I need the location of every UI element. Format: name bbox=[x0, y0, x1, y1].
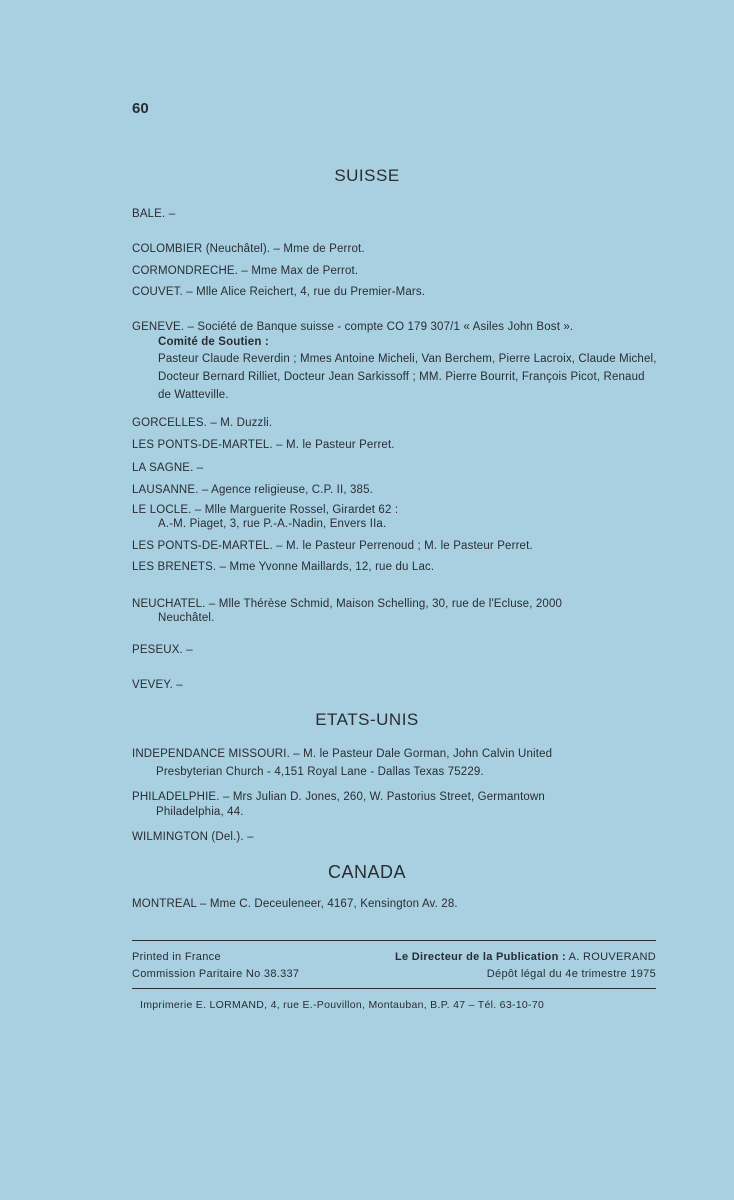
printed-in: Printed in France bbox=[132, 951, 221, 963]
entry-philadelphie: PHILADELPHIE. – Mrs Julian D. Jones, 260, W. Pastorius Street, Germantown bbox=[132, 791, 545, 803]
publication-director bbox=[395, 951, 656, 963]
entry-independance-cont: Presbyterian Church - 4,151 Royal Lane - Dallas Texas 75229. bbox=[156, 766, 484, 778]
entry-peseux: PESEUX. – bbox=[132, 644, 193, 656]
entry-neuchatel-cont: Neuchâtel. bbox=[158, 612, 215, 624]
section-title-canada: CANADA bbox=[327, 862, 406, 882]
entry-independance: INDEPENDANCE MISSOURI. – M. le Pasteur Dale Gorman, John Calvin United bbox=[132, 748, 553, 760]
director-label: Le Directeur de la Publication : bbox=[394, 951, 566, 963]
entry-philadelphie-cont: Philadelphia, 44. bbox=[156, 806, 244, 818]
section-title-etats-unis: ETATS-UNIS bbox=[315, 710, 419, 729]
footer-divider-bottom bbox=[132, 988, 656, 989]
entry-couvet: COUVET. – Mlle Alice Reichert, 4, rue du Premier-Mars. bbox=[132, 286, 426, 298]
entry-wilmington: WILMINGTON (Del.). – bbox=[132, 831, 254, 843]
section-title-suisse: SUISSE bbox=[334, 166, 400, 185]
entry-bale: BALE. – bbox=[132, 208, 176, 220]
entry-les-brenets: LES BRENETS. – Mme Yvonne Maillards, 12, rue du Lac. bbox=[132, 561, 435, 573]
entry-vevey: VEVEY. – bbox=[132, 679, 183, 691]
entry-ponts-de-martel-2: LES PONTS-DE-MARTEL. – M. le Pasteur Perrenoud ; M. le Pasteur Perret. bbox=[132, 540, 533, 552]
entry-colombier: COLOMBIER (Neuchâtel). – Mme de Perrot. bbox=[132, 243, 365, 255]
footer-divider-top bbox=[132, 940, 656, 941]
imprimerie: Imprimerie E. LORMAND, 4, rue E.-Pouvillon, Montauban, B.P. 47 – Tél. 63-10-70 bbox=[140, 999, 545, 1011]
page-number: 60 bbox=[132, 100, 149, 117]
comite-label: Comité de Soutien : bbox=[158, 336, 269, 348]
entry-le-locle: LE LOCLE. – Mlle Marguerite Rossel, Girardet 62 : bbox=[132, 504, 399, 516]
entry-neuchatel: NEUCHATEL. – Mlle Thérèse Schmid, Maison Schelling, 30, rue de l'Ecluse, 2000 bbox=[132, 598, 563, 610]
entry-gorcelles: GORCELLES. – M. Duzzli. bbox=[132, 417, 273, 429]
footer-row-2 bbox=[132, 968, 656, 980]
comite-members: Pasteur Claude Reverdin ; Mmes Antoine Micheli, Van Berchem, Pierre Lacroix, Claude Michel, Docteur Bernard Rilliet, Docteur Jean Sarkissoff ; MM. Pierre Bourrit, François Picot, Renaud de Watteville. bbox=[158, 353, 657, 401]
director-name: A. ROUVERAND bbox=[568, 951, 656, 963]
entry-ponts-de-martel-1: LES PONTS-DE-MARTEL. – M. le Pasteur Perret. bbox=[132, 439, 395, 451]
footer-row-3 bbox=[140, 999, 664, 1011]
entry-cormondreche: CORMONDRECHE. – Mme Max de Perrot. bbox=[132, 265, 359, 277]
commission-paritaire: Commission Paritaire No 38.337 bbox=[132, 968, 300, 980]
depot-legal: Dépôt légal du 4e trimestre 1975 bbox=[486, 968, 656, 980]
entry-lausanne: LAUSANNE. – Agence religieuse, C.P. II, 385. bbox=[132, 484, 373, 496]
entry-geneve: GENEVE. – Société de Banque suisse - compte CO 179 307/1 « Asiles John Bost ». bbox=[132, 321, 574, 333]
entry-la-sagne: LA SAGNE. – bbox=[132, 462, 204, 474]
entry-le-locle-cont: A.-M. Piaget, 3, rue P.-A.-Nadin, Envers IIa. bbox=[158, 518, 387, 530]
entry-montreal: MONTREAL – Mme C. Deceuleneer, 4167, Kensington Av. 28. bbox=[132, 898, 458, 910]
footer-row-1 bbox=[132, 951, 656, 963]
